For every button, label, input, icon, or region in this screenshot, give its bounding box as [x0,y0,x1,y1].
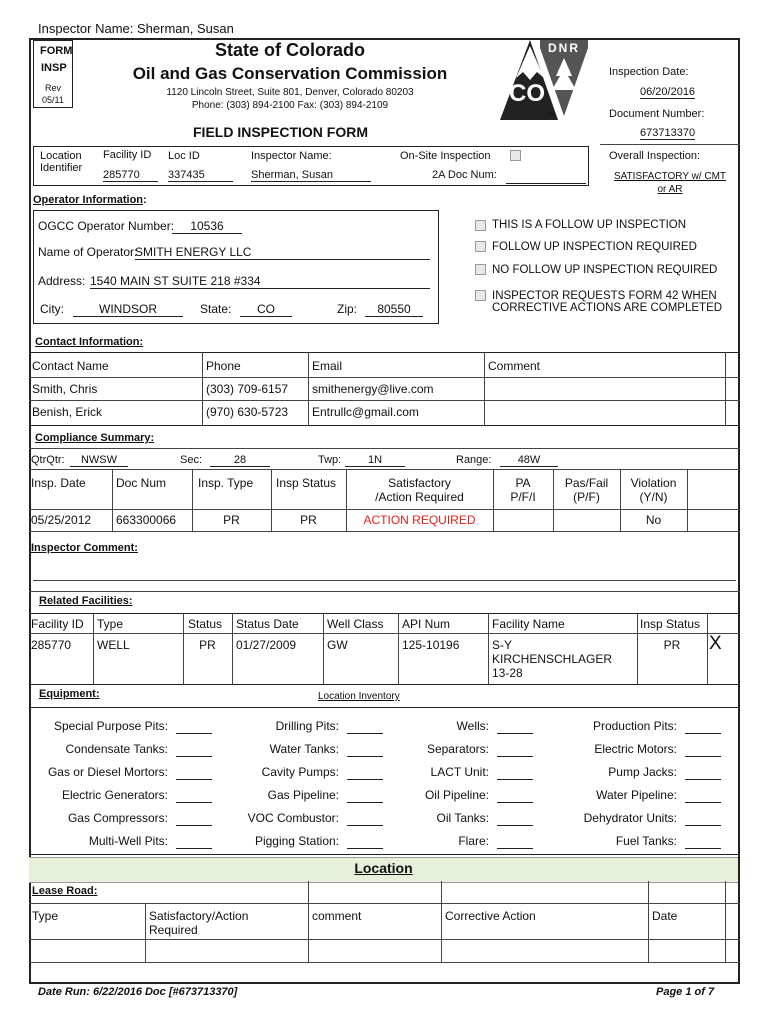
loc-id-label: Loc ID [168,150,200,162]
related-row-well-class: GW [327,638,348,652]
related-row-type: WELL [97,638,130,652]
rev-date: 05/11 [42,95,64,105]
equipment-count-field[interactable] [347,848,383,849]
equipment-count-field[interactable] [347,802,383,803]
compliance-header-violation-2: (Y/N) [639,490,668,504]
operator-section-label: Operator Information [33,194,144,206]
operator-number: 10536 [172,219,242,234]
operator-state: CO [240,302,292,317]
equipment-label: Pump Jacks: [608,765,677,779]
equipment-count-field[interactable] [347,779,383,780]
qtrqtr-label: QtrQtr: [31,454,65,466]
location-header-date: Date [652,909,678,923]
related-row-status-date: 01/27/2009 [236,638,297,652]
equipment-count-field[interactable] [497,756,533,757]
equipment-count-field[interactable] [176,825,212,826]
equipment-count-field[interactable] [497,779,533,780]
qtrqtr-value: NWSW [70,454,128,467]
equipment-count-field[interactable] [685,756,721,757]
related-row-facility-name-1: S-Y [492,638,513,652]
equipment-label: Water Tanks: [269,742,339,756]
overall-inspection-value-2: or AR [657,184,683,195]
top-inspector-name: Inspector Name: Sherman, Susan [38,21,234,36]
twp-value: 1N [345,454,405,467]
equipment-label: Electric Motors: [594,742,677,756]
operator-zip: 80550 [365,302,423,317]
equipment-label: LACT Unit: [430,765,489,779]
equipment-label: Cavity Pumps: [261,765,339,779]
equipment-label: Gas or Diesel Mortors: [47,765,168,779]
operator-city: WINDSOR [73,302,183,317]
insp-label: INSP [41,62,67,74]
followup-checkbox-2[interactable] [475,241,486,252]
location-header-comment: comment [312,909,362,923]
operator-address-label: Address: [38,274,86,288]
compliance-header-pa-2: P/F/I [510,490,536,504]
document-number: 673713370 [640,127,696,139]
compliance-row-violation: No [645,513,662,527]
related-row-facility-name-3: 13-28 [492,666,523,680]
compliance-row-insp-date: 05/25/2012 [31,513,92,527]
location-identifier-label-2: Identifier [40,162,83,174]
equipment-count-field[interactable] [497,802,533,803]
co-text: CO [509,80,545,107]
contact-row-1-email: smithenergy@live.com [312,382,434,396]
equipment-label: Multi-Well Pits: [88,834,168,848]
followup-option-2: FOLLOW UP INSPECTION REQUIRED [492,241,697,253]
compliance-row-insp-status: PR [300,513,317,527]
related-row-facility-id: 285770 [31,638,72,652]
related-header-status-date: Status Date [236,617,299,631]
equipment-count-field[interactable] [685,802,721,803]
equipment-label: Water Pipeline: [596,788,677,802]
operator-number-label: OGCC Operator Number: [38,219,175,233]
related-header-type: Type [97,617,124,631]
equipment-count-field[interactable] [176,779,212,780]
equipment-label: Gas Compressors: [67,811,168,825]
footer-page-number: Page 1 of 7 [656,986,715,998]
equipment-label: Special Purpose Pits: [53,719,168,733]
related-header-well-class: Well Class [327,617,384,631]
logo-tm: TM [548,112,556,118]
commission-title: Oil and Gas Conservation Commission [132,64,448,83]
onsite-inspection-label: On-Site Inspection [400,150,491,162]
overall-inspection-label: Overall Inspection: [609,150,701,162]
related-header-insp-status: Insp Status [640,617,701,631]
related-facilities-table [29,613,740,685]
equipment-count-field[interactable] [176,733,212,734]
facility-id: 285770 [103,169,158,182]
operator-state-label: State: [200,302,232,316]
contact-row-2-email: Entrullc@gmail.com [312,405,419,419]
contact-header-phone: Phone [206,359,241,373]
equipment-label: Wells: [456,719,489,733]
form-label: FORM [40,45,73,57]
related-header-facility-name: Facility Name [492,617,565,631]
equipment-label: Separators: [426,742,489,756]
commission-phone: Phone: (303) 894-2100 Fax: (303) 894-2109 [191,100,389,111]
equipment-label: Drilling Pits: [275,719,339,733]
contact-section-title: Contact Information: [35,336,144,348]
compliance-header-insp-date: Insp. Date [31,476,86,490]
range-label: Range: [456,454,492,466]
equipment-label: Electric Generators: [61,788,168,802]
compliance-header-insp-type: Insp. Type [198,476,254,490]
equipment-count-field[interactable] [497,848,533,849]
contact-header-email: Email [312,359,343,373]
followup-option-4-line-1: INSPECTOR REQUESTS FORM 42 WHEN [492,290,717,302]
equipment-count-field[interactable] [497,825,533,826]
sec-value: 28 [210,454,270,467]
followup-checkbox-1[interactable] [475,220,486,231]
operator-name-label: Name of Operator: [38,245,138,259]
operator-zip-label: Zip: [337,302,358,316]
range-value: 48W [500,454,558,467]
form-title: FIELD INSPECTION FORM [193,124,368,140]
equipment-count-field[interactable] [347,825,383,826]
inspector-name: Sherman, Susan [251,169,371,182]
contact-row-1-phone: (303) 709-6157 [206,382,289,396]
equipment-count-field[interactable] [685,779,721,780]
compliance-header-insp-status: Insp Status [276,476,337,490]
location-header-satisfactory-1: Satisfactory/Action [149,909,249,923]
twp-label: Twp: [318,454,342,466]
equipment-count-field[interactable] [497,733,533,734]
related-row-checkbox[interactable]: X [709,633,722,654]
doc-2a-label: 2A Doc Num: [432,169,497,181]
compliance-header-doc-num: Doc Num [116,476,167,490]
contact-header-comment: Comment [488,359,541,373]
operator-section-colon: : [143,194,147,206]
equipment-label: Fuel Tanks: [615,834,677,848]
commission-address: 1120 Lincoln Street, Suite 801, Denver, Colorado 80203 [166,87,414,98]
compliance-row-insp-type: PR [223,513,240,527]
contact-row-2-phone: (970) 630-5723 [206,405,289,419]
equipment-label: Oil Tanks: [436,811,489,825]
equipment-count-field[interactable] [685,825,721,826]
compliance-section-title: Compliance Summary: [35,432,155,444]
location-header-satisfactory-2: Required [149,923,198,937]
related-row-facility-name-2: KIRCHENSCHLAGER [492,652,613,666]
equipment-label: Flare: [458,834,489,848]
operator-name: SMITH ENERGY LLC [135,245,430,260]
equipment-label: Dehydrator Units: [583,811,677,825]
compliance-header-pasfail-2: (P/F) [573,490,600,504]
operator-section-title [33,194,147,206]
location-identifier-label-1: Location [40,150,82,162]
compliance-header-pasfail-1: Pas/Fail [564,476,609,490]
dnr-text: DNR [548,41,580,55]
compliance-row-doc-num: 663300066 [116,513,177,527]
equipment-count-field[interactable] [347,733,383,734]
contact-row-2-name: Benish, Erick [32,405,103,419]
sec-label: Sec: [180,454,203,466]
document-number-label: Document Number: [609,108,705,120]
lease-road-title: Lease Road: [32,885,98,897]
equipment-count-field[interactable] [685,733,721,734]
equipment-label: VOC Combustor: [247,811,339,825]
compliance-row-action: ACTION REQUIRED [363,513,476,527]
related-row-status: PR [199,638,216,652]
equipment-count-field[interactable] [176,848,212,849]
inspector-name-label: Inspector Name: [251,150,332,162]
overall-inspection-value-1: SATISFACTORY w/ CMT [613,171,727,182]
operator-address: 1540 MAIN ST SUITE 218 #334 [90,274,430,289]
related-header-status: Status [188,617,223,631]
location-header-type: Type [32,909,59,923]
related-header-facility-id: Facility ID [31,617,84,631]
followup-option-1: THIS IS A FOLLOW UP INSPECTION [492,219,687,231]
compliance-header-satisfactory-2: /Action Required [375,490,464,504]
equipment-label: Gas Pipeline: [267,788,339,802]
compliance-header-violation-1: Violation [630,476,677,490]
equipment-count-field[interactable] [176,756,212,757]
operator-city-label: City: [40,302,64,316]
related-facilities-title: Related Facilities: [39,595,133,607]
contact-row-1-name: Smith, Chris [32,382,98,396]
equipment-label: Oil Pipeline: [424,788,489,802]
followup-checkbox-4[interactable] [475,290,486,301]
inspection-date: 06/20/2016 [640,86,696,98]
inspector-comment-title: Inspector Comment: [31,542,138,554]
equipment-label: Pigging Station: [254,834,339,848]
state-title: State of Colorado [214,40,365,60]
inspection-date-label: Inspection Date: [609,66,689,78]
contact-header-name: Contact Name [32,359,109,373]
equipment-title: Equipment: [39,688,100,700]
compliance-header-satisfactory-1: Satisfactory [388,476,451,490]
followup-option-4-line-2: CORRECTIVE ACTIONS ARE COMPLETED [492,302,723,314]
facility-id-label: Facility ID [103,149,152,161]
related-header-api-num: API Num [402,617,451,631]
followup-option-3: NO FOLLOW UP INSPECTION REQUIRED [492,264,718,276]
location-header-corrective-action: Corrective Action [445,909,536,923]
related-row-api-num: 125-10196 [402,638,460,652]
equipment-count-field[interactable] [347,756,383,757]
rev-label: Rev [45,83,62,93]
footer-date-run: Date Run: 6/22/2016 Doc [#673713370] [38,986,238,998]
onsite-inspection-checkbox[interactable] [510,150,521,161]
followup-checkbox-3[interactable] [475,264,486,275]
colorado-dnr-logo [490,38,600,128]
location-inventory-label: Location Inventory [318,691,400,702]
compliance-header-pa-1: PA [515,476,531,490]
equipment-count-field[interactable] [685,848,721,849]
location-section-title: Location [354,860,413,876]
equipment-count-field[interactable] [176,802,212,803]
equipment-label: Production Pits: [592,719,677,733]
loc-id: 337435 [168,169,233,182]
equipment-label: Condensate Tanks: [65,742,168,756]
related-row-insp-status: PR [663,638,681,652]
